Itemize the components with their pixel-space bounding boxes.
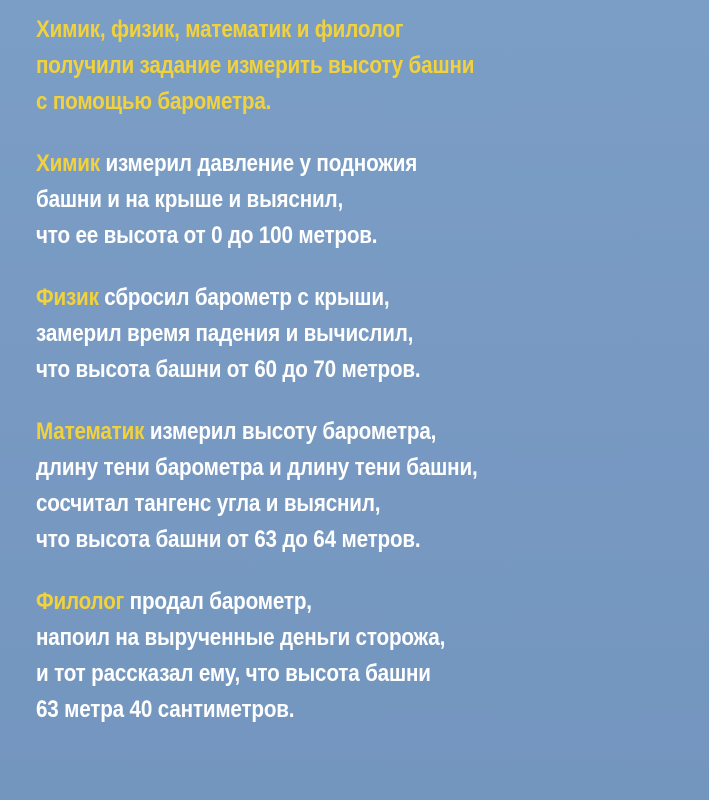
chemist-line: что ее высота от 0 до 100 метров.	[36, 222, 378, 249]
physicist-line: что высота башни от 60 до 70 метров.	[36, 356, 421, 383]
mathematician-first-line	[36, 414, 664, 450]
physicist-label: Физик	[36, 284, 99, 311]
chemist-label: Химик	[36, 150, 100, 177]
mathematician-line: сосчитал тангенс угла и выяснил,	[36, 490, 381, 517]
physicist-first-line	[36, 280, 664, 316]
physicist-first-text: сбросил барометр с крыши,	[98, 284, 390, 311]
physicist-line: замерил время падения и вычислил,	[36, 320, 414, 347]
intro-line: получили задание измерить высоту башни	[36, 52, 475, 79]
philologist-label: Филолог	[36, 588, 125, 615]
philologist-line: напоил на вырученные деньги сторожа,	[36, 624, 446, 651]
intro-paragraph	[36, 12, 664, 120]
philologist-paragraph	[36, 584, 664, 728]
chemist-first-text: измерил давление у подножия	[99, 150, 418, 177]
chemist-paragraph	[36, 146, 664, 254]
philologist-first-line	[36, 584, 664, 620]
mathematician-paragraph	[36, 414, 664, 558]
physicist-paragraph	[36, 280, 664, 388]
mathematician-label: Математик	[36, 418, 145, 445]
chemist-line: башни и на крыше и выяснил,	[36, 186, 344, 213]
philologist-line: 63 метра 40 сантиметров.	[36, 696, 295, 723]
intro-line: с помощью барометра.	[36, 88, 272, 115]
intro-line: Химик, физик, математик и филолог	[36, 16, 404, 43]
mathematician-line: длину тени барометра и длину тени башни,	[36, 454, 478, 481]
philologist-line: и тот рассказал ему, что высота башни	[36, 660, 431, 687]
chemist-first-line	[36, 146, 664, 182]
mathematician-line: что высота башни от 63 до 64 метров.	[36, 526, 421, 553]
philologist-first-text: продал барометр,	[124, 588, 312, 615]
mathematician-first-text: измерил высоту барометра,	[144, 418, 437, 445]
